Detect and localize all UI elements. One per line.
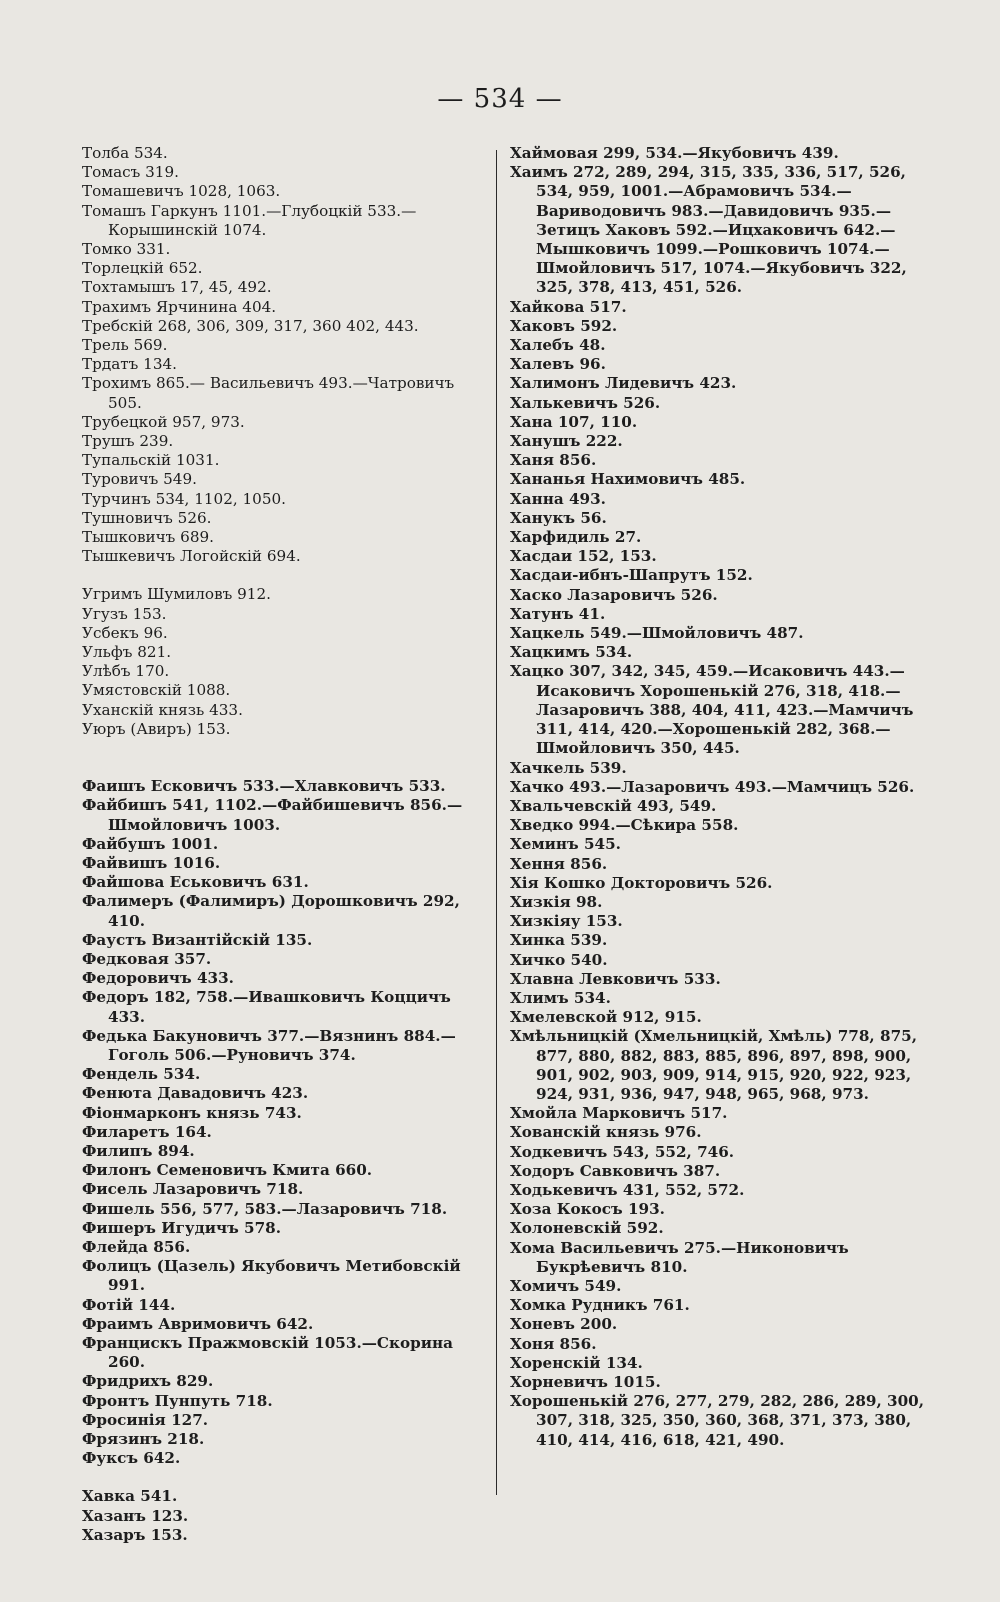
index-entry: Федька Бакуновичъ 377.—Вязнинъ 884.—Гоголь 506.—Руновичъ 374. bbox=[82, 1026, 456, 1064]
index-entry: Фотій 144. bbox=[82, 1295, 176, 1314]
index-entry: Ханна 493. bbox=[510, 489, 606, 508]
index-entry: Фаишъ Есковичъ 533.—Хлавковичъ 533. bbox=[82, 777, 446, 796]
index-entry: Халебъ 48. bbox=[510, 336, 606, 355]
section-h bbox=[82, 1487, 482, 1545]
left-column bbox=[82, 144, 482, 1545]
index-entry: Фаустъ Византійскій 135. bbox=[82, 930, 313, 949]
index-entry: Харфидиль 27. bbox=[510, 528, 642, 547]
index-entry: Халькевичъ 526. bbox=[510, 393, 661, 412]
index-entry: Томашевичъ 1028, 1063. bbox=[82, 182, 281, 201]
index-entry: Трахимъ Ярчинина 404. bbox=[82, 297, 277, 316]
index-entry: Хизкія 98. bbox=[510, 892, 603, 911]
index-entry: Хвальчевскій 493, 549. bbox=[510, 796, 717, 815]
index-entry: Хорневичъ 1015. bbox=[510, 1373, 661, 1391]
index-entry: Уханскій князь 433. bbox=[82, 700, 243, 719]
index-entry: Хмѣльницкій (Хмельницкій, Хмѣль) 778, 875, 877, 880, 882, 883, 885, 896, 897, 898, 900, 901, 902, 903, 909, 914, 915, 920, 922, 923, 924, 931, 936, 947, 948, 965, 968, 973. bbox=[510, 1027, 917, 1103]
index-entry: Файбушъ 1001. bbox=[82, 834, 219, 853]
index-entry: Хичко 540. bbox=[510, 950, 608, 969]
index-entry: Фуксъ 642. bbox=[82, 1449, 181, 1468]
index-entry: Томко 331. bbox=[82, 240, 171, 259]
index-entry: Хія Кошко Докторовичъ 526. bbox=[510, 873, 773, 892]
index-entry: Толба 534. bbox=[82, 144, 168, 162]
index-entry: Хоренскій 134. bbox=[510, 1353, 643, 1372]
index-entry: Фронтъ Пунпуть 718. bbox=[82, 1391, 273, 1410]
index-entry: Файвишъ 1016. bbox=[82, 853, 221, 872]
index-entry: Усбекъ 96. bbox=[82, 623, 168, 642]
index-entry: Ульфъ 821. bbox=[82, 643, 172, 662]
index-entry: Ханукъ 56. bbox=[510, 508, 607, 527]
index-entry: Хлимъ 534. bbox=[510, 988, 611, 1007]
index-entry: Хоза Кокосъ 193. bbox=[510, 1200, 665, 1219]
section-f bbox=[82, 777, 482, 1468]
index-entry: Хазаръ 153. bbox=[82, 1525, 188, 1544]
index-entry: Ходоръ Савковичъ 387. bbox=[510, 1161, 721, 1180]
index-entry: Хизкіяу 153. bbox=[510, 912, 623, 931]
index-entry: Тупальскій 1031. bbox=[82, 451, 220, 470]
index-entry: Хорошенькій 276, 277, 279, 282, 286, 289, 300, 307, 318, 325, 350, 360, 368, 371, 373, 380, 410, 414, 416, 618, 421, 490. bbox=[510, 1392, 925, 1449]
right-column bbox=[510, 144, 930, 1450]
index-entry: Хананья Нахимовичъ 485. bbox=[510, 470, 746, 489]
index-entry: Томасъ 319. bbox=[82, 163, 179, 182]
page-number: — 534 — bbox=[437, 84, 563, 114]
index-entry: Хасдаи-ибнъ-Шапрутъ 152. bbox=[510, 566, 753, 585]
index-entry: Фраимъ Авримовичъ 642. bbox=[82, 1314, 314, 1333]
index-entry: Тышковичъ 689. bbox=[82, 528, 214, 547]
index-entry: Францискъ Пражмовскій 1053.—Скорина 260. bbox=[82, 1333, 453, 1372]
index-entry: Хацко 307, 342, 345, 459.—Исаковичъ 443.—Исаковичъ Хорошенькій 276, 318, 418.—Лазаровичъ 388, 404, 411, 423.—Мамчичъ 311, 414, 420.—Хорошенькій 282, 368.—Шмойловичъ 350, 445. bbox=[510, 662, 914, 758]
index-entry: Филонъ Семеновичъ Кмита 660. bbox=[82, 1161, 373, 1180]
index-entry: Хмелевской 912, 915. bbox=[510, 1008, 702, 1027]
index-entry: Фросинія 127. bbox=[82, 1410, 209, 1429]
index-entry: Фалимеръ (Фалимиръ) Дорошковичъ 292, 410. bbox=[82, 892, 460, 930]
index-entry: Федоръ 182, 758.—Ивашковичъ Коццичъ 433. bbox=[82, 988, 451, 1026]
index-entry: Фіонмарконъ князь 743. bbox=[82, 1103, 302, 1122]
index-entry: Уюръ (Авиръ) 153. bbox=[82, 719, 231, 738]
index-entry: Хачкель 539. bbox=[510, 758, 627, 777]
index-entry: Туровичъ 549. bbox=[82, 470, 197, 489]
column-divider bbox=[496, 150, 497, 1495]
section-t bbox=[82, 144, 482, 566]
index-entry: Хинка 539. bbox=[510, 931, 608, 950]
index-entry: Фрязинъ 218. bbox=[82, 1430, 205, 1448]
section-h-continued bbox=[510, 144, 930, 1450]
index-entry: Хомичъ 549. bbox=[510, 1276, 622, 1295]
index-entry: Хення 856. bbox=[510, 854, 608, 873]
index-entry: Тушновичъ 526. bbox=[82, 508, 212, 527]
index-entry: Хаковъ 592. bbox=[510, 316, 618, 335]
index-entry: Файбишъ 541, 1102.—Файбишевичъ 856.—Шмойловичъ 1003. bbox=[82, 796, 463, 834]
index-entry: Филипъ 894. bbox=[82, 1141, 195, 1160]
section-gap bbox=[82, 1468, 482, 1487]
index-entry: Хоня 856. bbox=[510, 1334, 597, 1353]
index-entry: Ханя 856. bbox=[510, 451, 597, 470]
index-entry: Хацкель 549.—Шмойловичъ 487. bbox=[510, 624, 804, 643]
index-entry: Трель 569. bbox=[82, 336, 168, 355]
index-entry: Хоневъ 200. bbox=[510, 1315, 618, 1334]
index-entry: Холоневскій 592. bbox=[510, 1219, 664, 1238]
index-entry: Ханушъ 222. bbox=[510, 432, 623, 451]
index-entry: Торлецкій 652. bbox=[82, 259, 203, 278]
index-entry: Хеминъ 545. bbox=[510, 835, 621, 854]
index-entry: Трушъ 239. bbox=[82, 432, 174, 451]
index-entry: Хаймовая 299, 534.—Якубовичъ 439. bbox=[510, 144, 839, 162]
index-entry: Трохимъ 865.— Васильевичъ 493.—Чатровичъ 505. bbox=[82, 374, 455, 412]
index-entry: Угузъ 153. bbox=[82, 604, 167, 623]
section-gap bbox=[82, 566, 482, 585]
index-entry: Ходкевичъ 543, 552, 746. bbox=[510, 1142, 735, 1161]
index-entry: Фенюта Давадовичъ 423. bbox=[82, 1084, 309, 1103]
index-entry: Хавка 541. bbox=[82, 1487, 178, 1506]
index-entry: Хома Васильевичъ 275.—Никоновичъ Букрѣевичъ 810. bbox=[510, 1238, 849, 1276]
index-entry: Трдатъ 134. bbox=[82, 355, 177, 374]
index-entry: Филаретъ 164. bbox=[82, 1122, 212, 1141]
index-entry: Флейда 856. bbox=[82, 1237, 191, 1256]
index-entry: Трубецкой 957, 973. bbox=[82, 412, 245, 431]
index-entry: Фридрихъ 829. bbox=[82, 1372, 214, 1391]
index-entry: Фишель 556, 577, 583.—Лазаровичъ 718. bbox=[82, 1199, 448, 1218]
index-entry: Тохтамышъ 17, 45, 492. bbox=[82, 278, 272, 297]
index-entry: Федковая 357. bbox=[82, 949, 212, 968]
index-entry: Хаимъ 272, 289, 294, 315, 335, 336, 517, 526, 534, 959, 1001.—Абрамовичъ 534.—Вариводовичъ 983.—Давидовичъ 935.—Зетицъ Хаковъ 592.—Ицхаковичъ 642.—Мышковичъ 1099.—Рошковичъ 1074.—Шмойловичъ 517, 1074.—Якубовичъ 322, 325, 378, 413, 451, 526. bbox=[510, 163, 907, 297]
index-entry: Фишеръ Игудичъ 578. bbox=[82, 1218, 282, 1237]
index-entry: Умястовскій 1088. bbox=[82, 681, 231, 700]
index-entry: Хатунъ 41. bbox=[510, 604, 606, 623]
index-entry: Улѣбъ 170. bbox=[82, 662, 170, 681]
index-entry: Хасдаи 152, 153. bbox=[510, 547, 657, 566]
index-entry: Ходькевичъ 431, 552, 572. bbox=[510, 1180, 745, 1199]
index-entry: Хаско Лазаровичъ 526. bbox=[510, 585, 718, 604]
index-entry: Угримъ Шумиловъ 912. bbox=[82, 585, 271, 604]
index-entry: Хомка Рудникъ 761. bbox=[510, 1296, 690, 1315]
index-entry: Халимонъ Лидевичъ 423. bbox=[510, 374, 737, 393]
section-gap bbox=[82, 739, 482, 777]
section-u bbox=[82, 585, 482, 739]
index-entry: Хайкова 517. bbox=[510, 297, 627, 316]
index-entry: Тышкевичъ Логойскій 694. bbox=[82, 547, 301, 566]
index-entry: Фолицъ (Цазель) Якубовичъ Метибовскій 991. bbox=[82, 1257, 461, 1295]
index-entry: Хана 107, 110. bbox=[510, 412, 638, 431]
index-entry: Хлавна Левковичъ 533. bbox=[510, 969, 721, 988]
index-entry: Федоровичъ 433. bbox=[82, 969, 234, 988]
index-entry: Хведко 994.—Сѣкира 558. bbox=[510, 816, 739, 835]
index-entry: Халевъ 96. bbox=[510, 355, 606, 374]
index-entry: Требскій 268, 306, 309, 317, 360 402, 443. bbox=[82, 316, 419, 335]
index-entry: Хацкимъ 534. bbox=[510, 643, 633, 662]
index-entry: Хованскій князь 976. bbox=[510, 1123, 702, 1142]
index-entry: Фендель 534. bbox=[82, 1065, 201, 1084]
index-entry: Томашъ Гаркунъ 1101.—Глубоцкій 533.—Корышинскій 1074. bbox=[82, 201, 417, 239]
index-entry: Турчинъ 534, 1102, 1050. bbox=[82, 489, 286, 508]
index-entry: Фисель Лазаровичъ 718. bbox=[82, 1180, 304, 1199]
index-entry: Хачко 493.—Лазаровичъ 493.—Мамчицъ 526. bbox=[510, 777, 915, 796]
index-entry: Файшова Еськовичъ 631. bbox=[82, 873, 309, 892]
index-entry: Хмойла Марковичъ 517. bbox=[510, 1104, 728, 1123]
index-entry: Хазанъ 123. bbox=[82, 1506, 189, 1525]
